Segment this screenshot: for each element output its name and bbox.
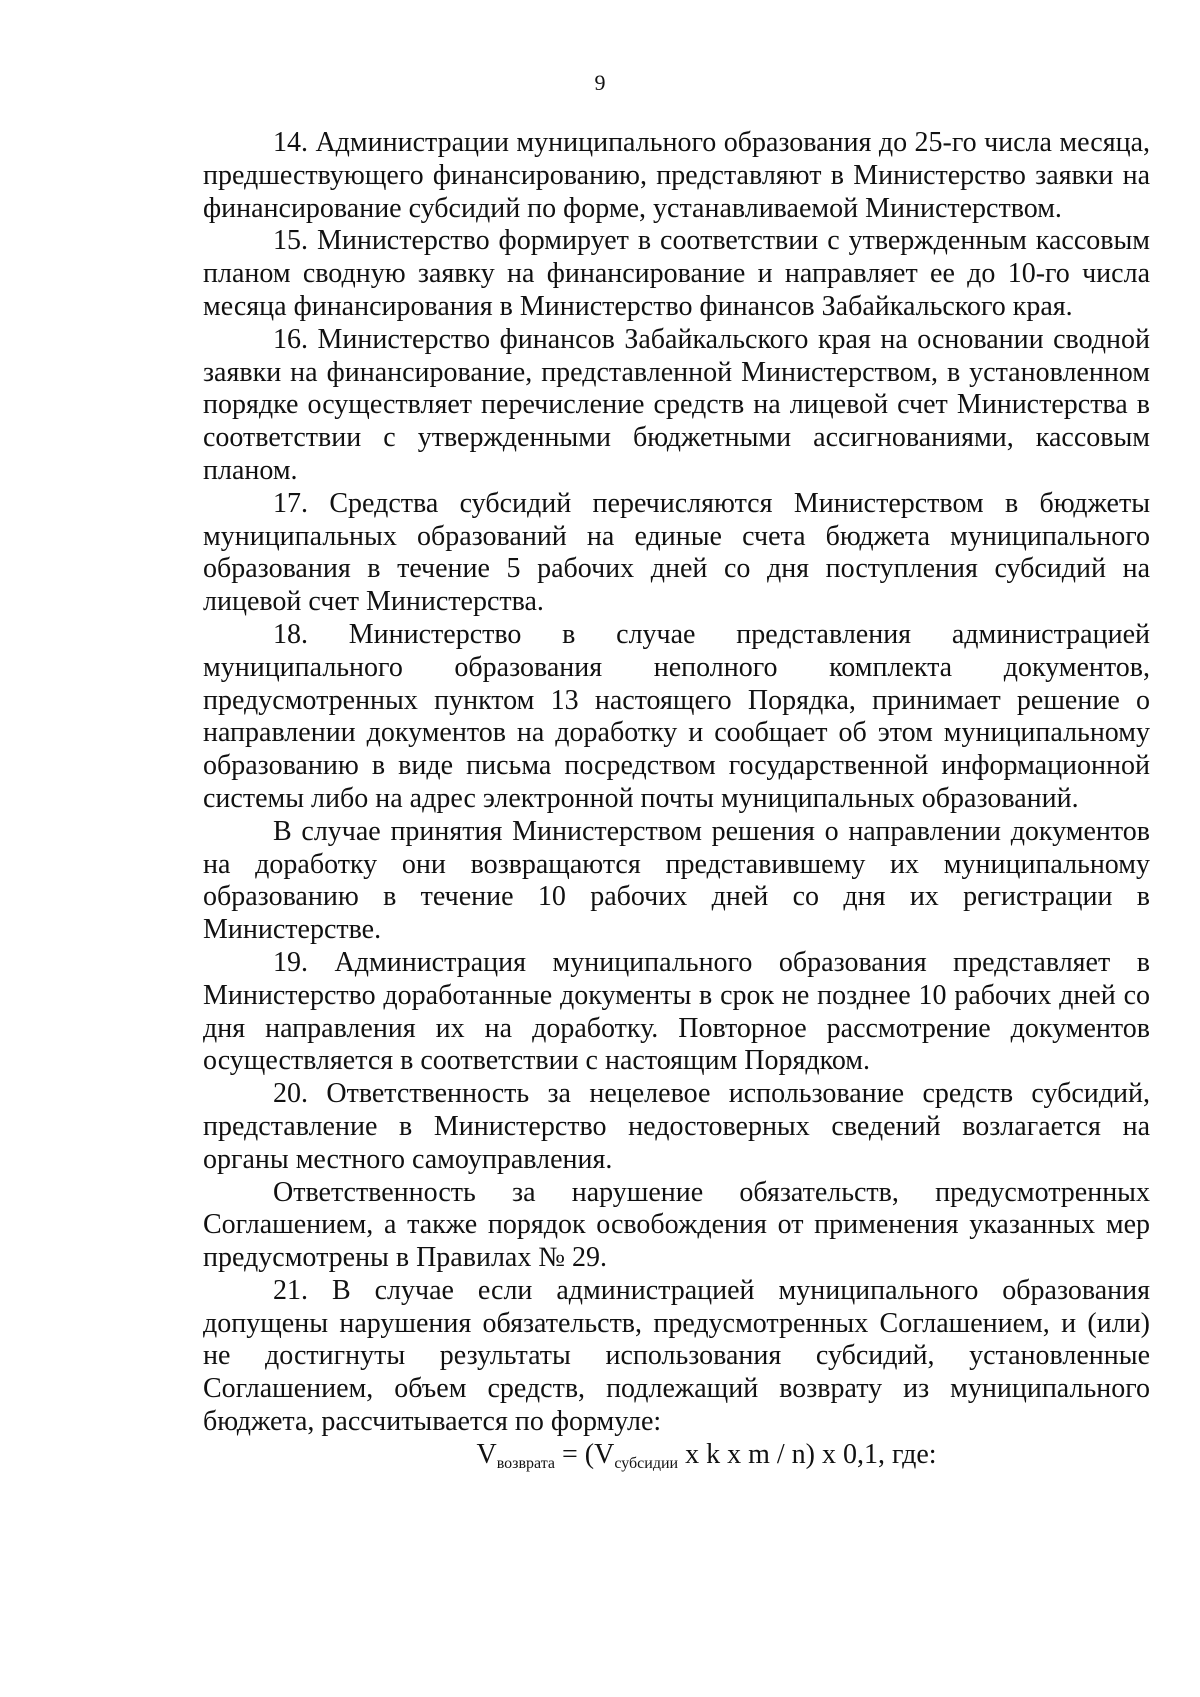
formula-v-return: V bbox=[476, 1438, 497, 1470]
return-formula bbox=[203, 1439, 1150, 1472]
paragraph-15: 15. Министерство формирует в соответствии с утвержденным кассовым планом сводную заявку на финансирование и направляет ее до 10-го числа месяца финансирования в Министерство финансов Забайкальского края. bbox=[203, 225, 1150, 322]
page-number: 9 bbox=[594, 70, 606, 95]
document-body bbox=[203, 127, 1150, 1472]
paragraph-19: 19. Администрация муниципального образования представляет в Министерство доработанные документы в срок не позднее 10 рабочих дней со дня направления их на доработку. Повторное рассмотрение документов осуществляется в соответствии с настоящим Порядком. bbox=[203, 946, 1150, 1077]
paragraph-18-continued: В случае принятия Министерством решения о направлении документов на доработку они возвращаются представившему их муниципальному образованию в течение 10 рабочих дней со дня их регистрации в Министерстве. bbox=[203, 815, 1150, 946]
paragraph-16: 16. Министерство финансов Забайкальского края на основании сводной заявки на финансирование, представленной Министерством, в установленном порядке осуществляет перечисление средств на лицевой счет Министерства в соответствии с утвержденными бюджетными ассигнованиями, кассовым планом. bbox=[203, 323, 1150, 486]
formula-v-return-subscript: возврата bbox=[496, 1454, 555, 1472]
formula-v-subsidy: V bbox=[594, 1438, 615, 1470]
paragraph-20-continued: Ответственность за нарушение обязательств, предусмотренных Соглашением, а также порядок освобождения от применения указанных мер предусмотрены в Правилах № 29. bbox=[203, 1176, 1150, 1274]
formula-rest: x k x m / n) x 0,1, где: bbox=[678, 1438, 937, 1470]
formula-equals: = ( bbox=[554, 1438, 595, 1470]
formula-v-subsidy-subscript: субсидии bbox=[614, 1454, 679, 1472]
paragraph-21: 21. В случае если администрацией муниципального образования допущены нарушения обязательств, предусмотренных Соглашением, и (или) не достигнуты результаты использования субсидий, установленные Соглашением, объем средств, подлежащий возврату из муниципального бюджета, рассчитывается по формуле: bbox=[203, 1274, 1150, 1438]
paragraph-20: 20. Ответственность за нецелевое использование средств субсидий, представление в Министерство недостоверных сведений возлагается на органы местного самоуправления. bbox=[203, 1078, 1150, 1175]
paragraph-18: 18. Министерство в случае представления администрацией муниципального образования неполного комплекта документов, предусмотренных пунктом 13 настоящего Порядка, принимает решение о направлении документов на доработку и сообщает об этом муниципальному образованию в виде письма посредством государственной информационной системы либо на адрес электронной почты муниципальных образований. bbox=[203, 618, 1150, 814]
paragraph-14: 14. Администрации муниципального образования до 25-го числа месяца, предшествующего финансированию, представляют в Министерство заявки на финансирование субсидий по форме, устанавливаемой Министерством. bbox=[203, 127, 1150, 224]
paragraph-17: 17. Средства субсидий перечисляются Министерством в бюджеты муниципальных образований на единые счета бюджета муниципального образования в течение 5 рабочих дней со дня поступления субсидий на лицевой счет Министерства. bbox=[203, 487, 1150, 618]
